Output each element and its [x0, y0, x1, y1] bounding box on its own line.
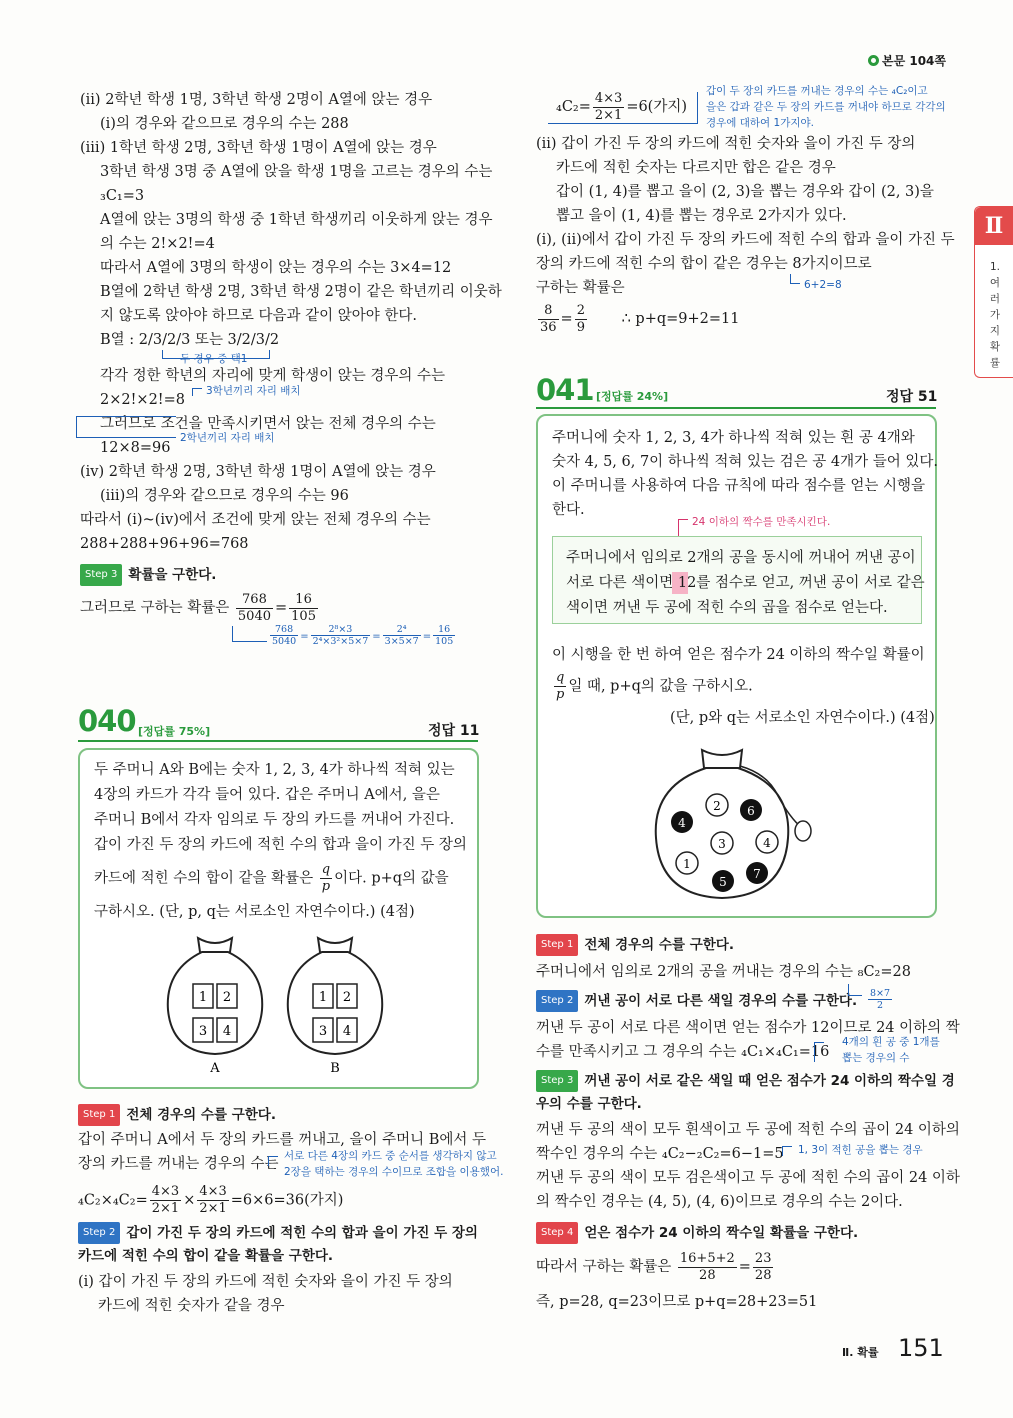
step-title: 얻은 점수가 24 이하의 짝수일 확률을 구한다.: [584, 1225, 859, 1241]
ball-label: 2: [713, 799, 721, 813]
fraction: $\frac{23}{28}$: [754, 1250, 772, 1283]
text: 그러므로 구하는 확률은: [80, 600, 230, 616]
question-line: 갑이 가진 두 장의 카드에 적힌 수의 합과 을이 가진 두 장의: [94, 837, 467, 853]
rule-line: 주머니에서 임의로 2개의 공을 동시에 꺼내어 꺼낸 공이: [566, 550, 916, 566]
bag-a: [168, 938, 262, 1054]
divider: [536, 407, 936, 409]
fraction: $\frac{4\times 3}{2\times 1}$: [151, 1184, 180, 1216]
step-badge: Step 2: [536, 990, 578, 1012]
ball-label: 1: [683, 857, 691, 871]
fraction: $\frac{768}{5040}$: [237, 591, 271, 624]
text-line: 따라서 (ⅰ)~(ⅳ)에서 조건에 맞게 앉는 전체 경우의 수는: [80, 512, 431, 528]
text-line: 그러므로 조건을 만족시키면서 앉는 전체 경우의 수는: [100, 416, 436, 432]
fraction: $\frac{16}{105}$: [291, 591, 316, 624]
fraction: $\frac{16}{105}$: [435, 624, 454, 647]
text-line: 갑이 (1, 4)를 뽑고 을이 (2, 3)을 뽑는 경우와 갑이 (2, 3)을: [556, 184, 934, 200]
step-badge: Step 4: [536, 1222, 578, 1244]
chapter-title-char: 러: [989, 293, 1001, 305]
step-heading: [536, 934, 734, 956]
accuracy-rate: [정답률 24%]: [596, 390, 669, 403]
note-line: 1, 3이 적힌 공을 뽑는 경우: [798, 1144, 923, 1156]
card-label: 3: [318, 1024, 328, 1039]
step-badge: Step 3: [80, 564, 122, 586]
text-line: 즉, p=28, q=23이므로 p+q=28+23=51: [536, 1294, 818, 1310]
rule-line: 서로 다른 색이면 12를 점수로 얻고, 꺼낸 공이 서로 같은: [566, 575, 925, 591]
card-label: 3: [198, 1024, 208, 1039]
circle-icon: [868, 55, 879, 66]
ball-label: 7: [753, 867, 761, 881]
text-line: 구하는 확률은: [536, 280, 625, 296]
arrow-line: [268, 1156, 278, 1166]
bag-label-b: B: [330, 1061, 340, 1076]
text-line: 카드에 적힌 숫자가 같을 경우: [98, 1298, 285, 1314]
step-heading: [536, 1222, 858, 1244]
note-line: 경우에 대하여 1가지야.: [706, 117, 814, 129]
text-line: 수를 만족시키고 그 경우의 수는 ₄C₁×₄C₁=16: [536, 1044, 830, 1060]
conclusion: ∴ p+q=9+2=11: [621, 311, 740, 327]
text-line: 카드에 적힌 숫자는 다르지만 합은 같은 경우: [556, 160, 836, 176]
ball-label: 6: [747, 804, 755, 818]
bag-label-a: A: [210, 1061, 220, 1076]
text-line: 12×8=96: [100, 440, 171, 456]
text-line: 장의 카드를 꺼내는 경우의 수는: [78, 1156, 279, 1172]
bag-with-balls: [640, 738, 830, 908]
chapter-title-char: 확: [989, 341, 1001, 353]
question-line: (단, p와 q는 서로소인 자연수이다.) (4점): [670, 710, 935, 726]
fraction: $\frac{2}{9}$: [576, 302, 585, 335]
result-line: $\frac{8}{36}$ = $\frac{2}{9}$ ∴ p+q=9+2=11: [540, 302, 740, 335]
text-line: B열 : 2/3/2/3 또는 3/2/3/2: [100, 332, 280, 348]
answer-label: 정답 51: [886, 389, 938, 405]
question-line: 숫자 4, 5, 6, 7이 하나씩 적혀 있는 검은 공 4개가 들어 있다.: [552, 454, 939, 470]
bag-b: [288, 938, 382, 1054]
card-label: 4: [222, 1024, 232, 1039]
text-line: (ⅰ)의 경우와 같으므로 경우의 수는 288: [100, 116, 349, 132]
step-heading: [80, 564, 216, 586]
text-line: 짝수인 경우의 수는 ₄C₂−₂C₂=6−1=5: [536, 1146, 784, 1162]
fraction: $\frac{q}{p}$: [556, 670, 565, 702]
note-combination-2: 2장을 택하는 경우의 수이므로 조합을 이용했어.: [284, 1166, 504, 1178]
text-line: (ⅳ) 2학년 학생 2명, 3학년 학생 1명이 A열에 앉는 경우: [80, 464, 436, 480]
text-line: 의 수는 2!×2!=4: [100, 236, 215, 252]
fraction: $\frac{\text{2⁴}}{3\times 5\times 7}$: [384, 624, 419, 647]
step-badge: Step 1: [78, 1104, 120, 1126]
step-title: 전체 경우의 수를 구한다.: [126, 1107, 276, 1123]
text-line: ₃C₁=3: [100, 188, 145, 204]
simplification-note: $\frac{768}{5040}$ = $\frac{\text{2⁸×3}}{\text{2⁴×3²×5×7}}$ = $\frac{\text{2⁴}}{3\times 5\times 7}$ = $\frac{16}{105}$: [272, 624, 454, 647]
question-line: 주머니 B에서 각자 임의로 두 장의 카드를 꺼내어 가진다.: [94, 812, 455, 828]
problem-number: 040: [78, 704, 136, 738]
text-line: 각각 정한 학년의 자리에 맞게 학생이 앉는 경우의 수는: [100, 368, 446, 384]
page-reference: 본문 104쪽: [868, 52, 946, 69]
text-line: (ⅱ) 2학년 학생 1명, 3학년 학생 2명이 A열에 앉는 경우: [80, 92, 433, 108]
arrow-line: [848, 984, 862, 996]
chapter-title-char: 가: [989, 309, 1001, 321]
text-line: A열에 앉는 3명의 학생 중 1학년 학생끼리 이웃하게 앉는 경우: [100, 212, 493, 228]
step-title: 꺼낸 공이 서로 같은 색일 때 얻은 점수가 24 이하의 짝수일 경: [584, 1073, 955, 1089]
step-title: 꺼낸 공이 서로 다른 색일 경우의 수를 구한다.: [584, 993, 858, 1009]
fraction: $\frac{8}{36}$: [540, 302, 557, 335]
step-title-cont: 우의 수를 구한다.: [536, 1096, 642, 1112]
note-choose: 두 경우 중 택1: [180, 353, 248, 365]
card-label: 2: [342, 990, 352, 1005]
note-grade3: 3학년끼리 자리 배치: [206, 385, 301, 397]
step-heading: [78, 1104, 276, 1126]
text-line: (ⅰ), (ⅱ)에서 갑이 가진 두 장의 카드에 적힌 수의 합과 을이 가진 두: [536, 232, 955, 248]
ball-label: 3: [718, 837, 726, 851]
chapter-tab: [974, 206, 1013, 378]
fraction: $\frac{8\times 7}{2}$: [870, 988, 891, 1011]
rule-line: 색이면 꺼낸 두 공에 적힌 수의 곱을 점수로 얻는다.: [566, 600, 888, 616]
card-label: 2: [222, 990, 232, 1005]
arrow-line: [790, 274, 800, 284]
question-line: 4장의 카드가 각각 들어 있다. 갑은 주머니 A에서, 을은: [94, 787, 440, 803]
text-line: 3학년 학생 3명 중 A열에 앉을 학생 1명을 고르는 경우의 수는: [100, 164, 493, 180]
note-line: 4개의 흰 공 중 1개를: [842, 1036, 940, 1048]
question-line: 카드에 적힌 수의 합이 같을 확률은 $\frac{q}{p}$ 이다. p+q의 값을: [94, 862, 449, 894]
card-label: 4: [342, 1024, 352, 1039]
note-pink: 24 이하의 짝수를 만족시킨다.: [692, 516, 831, 528]
chapter-title-vertical: [988, 259, 1002, 371]
text-line: 2×2!×2!=8: [100, 392, 186, 408]
text-line: 288+288+96+96=768: [80, 536, 249, 552]
question-line: 구하시오. (단, p, q는 서로소인 자연수이다.) (4점): [94, 904, 415, 920]
note-line: 뽑는 경우의 수: [842, 1052, 910, 1064]
note-grade2: 2학년끼리 자리 배치: [180, 432, 275, 444]
chapter-title-char: 여: [989, 277, 1001, 289]
text-line: 따라서 A열에 3명의 학생이 앉는 경우의 수는 3×4=12: [100, 260, 452, 276]
fraction: $\frac{4\times 3}{2\times 1}$: [199, 1184, 227, 1216]
text-line: (ⅰ) 갑이 가진 두 장의 카드에 적힌 숫자와 을이 가진 두 장의: [78, 1274, 453, 1290]
question-line: 한다.: [552, 502, 585, 518]
question-line: 주머니에 숫자 1, 2, 3, 4가 하나씩 적혀 있는 흰 공 4개와: [552, 430, 915, 446]
text-line: 주머니에서 임의로 2개의 공을 꺼내는 경우의 수는 ₈C₂=28: [536, 964, 911, 980]
probability-line: 그러므로 구하는 확률은 $\frac{768}{5040}$ = $\frac{16}{105}$: [80, 591, 316, 624]
combination-line: ₄C₂×₄C₂= $\frac{4\times 3}{2\times 1}$ × $\frac{4\times 3}{2\times 1}$ =6×6=36(가지): [78, 1184, 344, 1216]
fraction: $\frac{q}{p}$: [321, 862, 331, 894]
text-line: 뽑고 을이 (1, 4)를 뽑는 경우로 2가지가 있다.: [556, 208, 847, 224]
question-line: $\frac{q}{p}$ 일 때, p+q의 값을 구하시오.: [556, 670, 753, 702]
ball-label: 4: [678, 816, 686, 830]
note-sum: 6+2=8: [804, 279, 842, 291]
step-badge: Step 2: [78, 1222, 120, 1244]
step-heading: [536, 990, 857, 1012]
problem-number: 041: [536, 373, 594, 407]
question-line: 이 시행을 한 번 하여 얻은 점수가 24 이하의 짝수일 확률이: [552, 647, 925, 663]
card-label: 1: [198, 990, 208, 1005]
fraction: $\frac{\text{2⁸×3}}{\text{2⁴×3²×5×7}}$: [312, 624, 369, 647]
step-title: 전체 경우의 수를 구한다.: [584, 937, 734, 953]
text-line: 갑이 주머니 A에서 두 장의 카드를 꺼내고, 을이 주머니 B에서 두: [78, 1132, 486, 1148]
step-badge: Step 3: [536, 1070, 578, 1092]
arrow-line: [782, 1146, 792, 1156]
note-fraction: [866, 988, 894, 1011]
note-line: 을은 갑과 같은 두 장의 카드를 꺼내야 하므로 각각의: [706, 101, 946, 113]
step-heading: [78, 1222, 478, 1244]
step-title: 갑이 가진 두 장의 카드에 적힌 수의 합과 을이 가진 두 장의: [126, 1225, 478, 1241]
step-badge: Step 1: [536, 934, 578, 956]
text-line: (ⅲ) 1학년 학생 2명, 3학년 학생 1명이 A열에 앉는 경우: [80, 140, 437, 156]
text-line: 꺼낸 두 공의 색이 모두 검은색이고 두 공에 적힌 수의 곱이 24 이하: [536, 1170, 960, 1186]
bags-illustration: [160, 930, 420, 1080]
step-title: 확률을 구한다.: [128, 567, 217, 583]
combination-line: ₄C₂= $\frac{4\times 3}{2\times 1}$ =6(가지): [556, 90, 688, 123]
fraction: $\frac{4\times 3}{2\times 1}$: [594, 90, 623, 123]
arrow-line: [192, 388, 202, 396]
text-line: 꺼낸 두 공이 서로 다른 색이면 얻는 점수가 12이므로 24 이하의 짝: [536, 1020, 960, 1036]
arrow-line: [232, 626, 267, 642]
divider: [78, 740, 478, 742]
chapter-title-char: 률: [989, 357, 1001, 369]
text-line: 지 않도록 앉아야 하므로 다음과 같이 앉아야 한다.: [100, 308, 418, 324]
text-line: 장의 카드에 적힌 수의 합이 같은 경우는 8가지이므로: [536, 256, 872, 272]
question-line: 두 주머니 A와 B에는 숫자 1, 2, 3, 4가 하나씩 적혀 있는: [94, 762, 455, 778]
accuracy-rate: [정답률 75%]: [138, 725, 211, 738]
result-line: 따라서 구하는 확률은 $\frac{16+5+2}{28}$ = $\frac{23}{28}$: [536, 1250, 772, 1283]
note-combination-1: 서로 다른 4장의 카드 중 순서를 생각하지 않고: [284, 1150, 497, 1162]
fraction: $\frac{16+5+2}{28}$: [679, 1250, 735, 1283]
text-line: 꺼낸 두 공의 색이 모두 흰색이고 두 공에 적힌 수의 곱이 24 이하의: [536, 1122, 960, 1138]
fraction: $\frac{768}{5040}$: [272, 624, 297, 647]
answer-label: 정답 11: [428, 723, 480, 739]
arrow-line: [814, 1042, 824, 1062]
step-title-cont: 카드에 적힌 수의 합이 같을 확률을 구한다.: [78, 1248, 334, 1264]
question-line: 이 주머니를 사용하여 다음 규칙에 따라 점수를 얻는 시행을: [552, 478, 926, 494]
ball-label: 5: [719, 875, 727, 889]
note-line: 갑이 두 장의 카드를 꺼내는 경우의 수는 ₄C₂이고: [706, 85, 928, 97]
bracket-line: [548, 92, 698, 124]
ball-label: 4: [763, 836, 771, 850]
chapter-title-char: 1.: [989, 261, 1001, 273]
page-number: 151: [898, 1334, 944, 1362]
footer-section: Ⅱ. 확률: [842, 1346, 879, 1359]
text-line: (ⅲ)의 경우와 같으므로 경우의 수는 96: [100, 488, 349, 504]
step-heading: [536, 1070, 955, 1092]
chapter-title-char: 지: [989, 325, 1001, 337]
text-line: 의 짝수인 경우는 (4, 5), (4, 6)이므로 경우의 수는 2이다.: [536, 1194, 903, 1210]
text-line: B열에 2학년 학생 2명, 3학년 학생 2명이 같은 학년끼리 이웃하: [100, 284, 502, 300]
chapter-roman: Ⅱ: [975, 207, 1013, 245]
card-label: 1: [318, 990, 328, 1005]
text-line: (ⅱ) 갑이 가진 두 장의 카드에 적힌 숫자와 을이 가진 두 장의: [536, 136, 916, 152]
bracket-line: [76, 416, 176, 438]
